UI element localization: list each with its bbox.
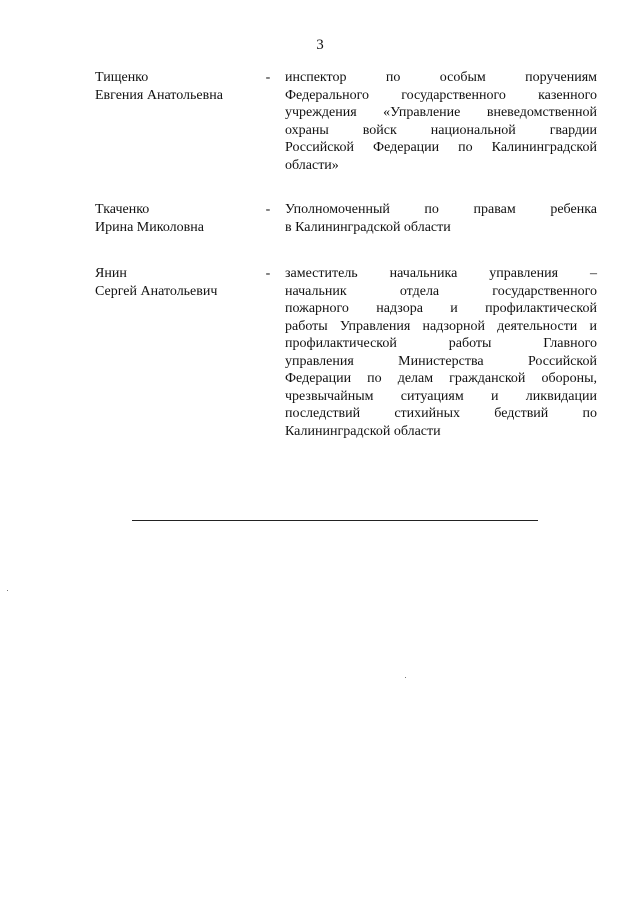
position-line: учреждения «Управление вневедомственной [285, 105, 597, 120]
entry-dash: - [265, 70, 271, 85]
position-line: Федерального государственного казенного [285, 87, 597, 103]
position-line: области» [285, 157, 339, 173]
member-surname: Янин [95, 266, 127, 281]
position-line: работы Управления надзорной деятельности и [285, 318, 597, 334]
position-line: охраны войск национальной гвардии [285, 122, 597, 138]
member-given-names: Ирина Миколовна [95, 219, 204, 235]
position-line: Калининградской области [285, 423, 441, 439]
position-line: Федерации по делам гражданской обороны, [285, 371, 597, 386]
position-line: последствий стихийных бедствий по [285, 406, 597, 421]
entry-dash: - [265, 266, 271, 281]
member-name [95, 265, 265, 300]
position-line: начальник отдела государственного [285, 283, 597, 299]
scan-speck [7, 590, 8, 591]
position-line: пожарного надзора и профилактической [285, 301, 597, 316]
position-line: управления Министерства Российской [285, 353, 597, 369]
page-number: 3 [316, 37, 324, 53]
entry-dash: - [265, 202, 271, 217]
member-surname: Ткаченко [95, 202, 150, 217]
scan-speck [405, 677, 406, 678]
position-line: заместитель начальника управления – [285, 266, 597, 281]
member-name [95, 201, 265, 236]
end-of-list-rule [132, 520, 538, 521]
position-line: чрезвычайным ситуациям и ликвидации [285, 388, 597, 404]
member-name [95, 69, 265, 104]
position-line: инспектор по особым поручениям [285, 70, 597, 85]
position-line: в Калининградской области [285, 219, 451, 235]
member-position [285, 69, 597, 174]
member-position [285, 201, 597, 236]
member-position [285, 265, 597, 440]
position-line: профилактической работы Главного [285, 336, 597, 351]
member-surname: Тищенко [95, 70, 149, 85]
member-given-names: Сергей Анатольевич [95, 283, 218, 299]
position-line: Российской Федерации по Калининградской [285, 140, 597, 155]
position-line: Уполномоченный по правам ребенка [285, 202, 597, 217]
member-given-names: Евгения Анатольевна [95, 87, 223, 103]
